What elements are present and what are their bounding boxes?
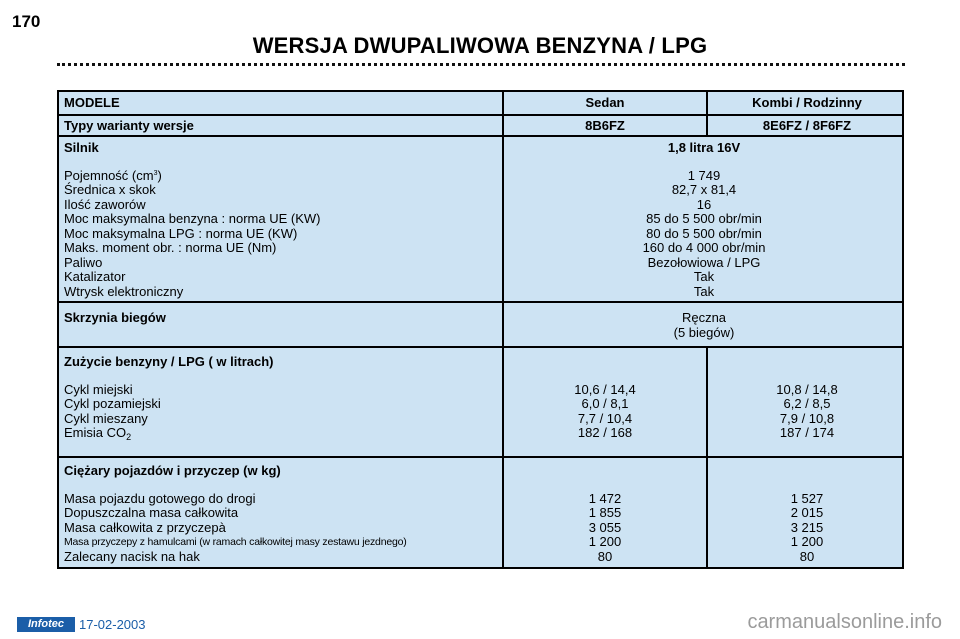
header-sedan: Sedan [502,92,706,114]
emission-sedan-value: 182 / 168 [577,425,633,440]
engine-displacement-label: Pojemność $(cm^3)$ [64,167,162,183]
variants-row [59,116,902,137]
engine-spec-value: Bezołowiowa / LPG [647,254,761,270]
engine-spec-label: Moc maksymalna LPG : norma UE (KW) [64,225,298,241]
engine-spec-label: Średnica x skok [64,182,156,197]
engine-spec-value: Tak [693,283,715,299]
engine-spec-value: 80 do 5 500 obr/min [646,225,762,241]
consumption-sedan-value: 7,7 / 10,4 [577,410,633,426]
gearbox-title: Skrzynia biegów [64,310,166,325]
hitch-kombi-value: 80 [799,548,815,564]
weights-sedan-value: 1 855 [588,505,622,520]
gearbox-value-detail: (5 biegów) [673,324,735,340]
engine-spec-label: Paliwo [64,254,103,270]
consumption-sedan-value: 6,0 / 8,1 [581,396,629,411]
table-header-row [59,92,902,116]
page-title: WERSJA DWUPALIWOWA BENZYNA / LPG [252,33,708,58]
weights-kombi-value: 1 527 [790,490,824,506]
engine-spec-value: 85 do 5 500 obr/min [646,211,762,226]
weights-sedan-value: 1 472 [588,490,622,506]
engine-spec-label: Moc maksymalna benzyna : norma UE (KW) [64,211,321,226]
engine-spec-label: Wtrysk elektroniczny [64,283,184,299]
engine-value: 1,8 litra 16V [667,140,741,155]
engine-spec-value: 160 do 4 000 obr/min [642,240,766,255]
engine-spec-label: Ilość zaworów [64,196,146,212]
consumption-kombi-value: 6,2 / 8,5 [783,396,831,411]
consumption-label: Cykl mieszany [64,410,148,426]
watermark: carmanualsonline.info [747,611,942,633]
emission-label: Emisia $CO_2$ [64,425,132,442]
header-kombi: Kombi / Rodzinny [706,92,906,114]
consumption-label: Cykl pozamiejski [64,396,161,411]
infotec-logo: Infotec [17,617,75,632]
consumption-label: Cykl miejski [64,381,133,397]
gearbox-value: Ręczna [681,310,727,325]
weights-label: Masa pojazdu gotowego do drogi [64,490,256,506]
weights-row [59,458,902,569]
header-models: MODELE [64,95,120,110]
consumption-kombi-value: 10,8 / 14,8 [776,381,838,397]
spec-table [57,90,904,569]
braked-sedan-value: 1 200 [588,534,622,549]
consumption-title: Zużycie benzyny / LPG ( w litrach) [64,354,274,369]
hitch-load-label: Zalecany nacisk na hak [64,548,200,564]
consumption-kombi-value: 7,9 / 10,8 [779,410,835,426]
gearbox-row [59,303,902,348]
variants-kombi: 8E6FZ / 8F6FZ [706,116,906,135]
weights-label: Dopuszczalna masa całkowita [64,505,239,520]
engine-spec-value: 16 [696,196,712,212]
braked-kombi-value: 1 200 [790,534,824,549]
page-number: 170 [12,12,41,31]
variants-sedan: 8B6FZ [502,116,706,135]
consumption-sedan-value: 10,6 / 14,4 [574,381,636,397]
dotted-divider [57,63,905,67]
engine-spec-value: 1 749 [687,167,721,183]
weights-label: Masa całkowita z przyczepà [64,519,226,535]
weights-kombi-value: 2 015 [790,505,824,520]
engine-spec-label: Katalizator [64,269,126,284]
emission-kombi-value: 187 / 174 [779,425,835,440]
weights-kombi-value: 3 215 [790,519,824,535]
weights-title: Ciężary pojazdów i przyczep (w kg) [64,463,281,478]
footer-date: 17-02-2003 [79,617,146,632]
braked-trailer-label: Masa przyczepy z hamulcami (w ramach całkowitej masy zestawu jezdnego) [64,536,407,548]
engine-spec-value: 82,7 x 81,4 [671,182,737,197]
engine-spec-label: Maks. moment obr. : norma UE (Nm) [64,240,277,255]
engine-title: Silnik [64,140,99,155]
weights-sedan-value: 3 055 [588,519,622,535]
hitch-sedan-value: 80 [597,548,613,564]
engine-row [59,137,902,303]
engine-spec-value: Tak [693,269,715,284]
consumption-row [59,348,902,458]
variants-label: Typy warianty wersje [64,118,194,133]
